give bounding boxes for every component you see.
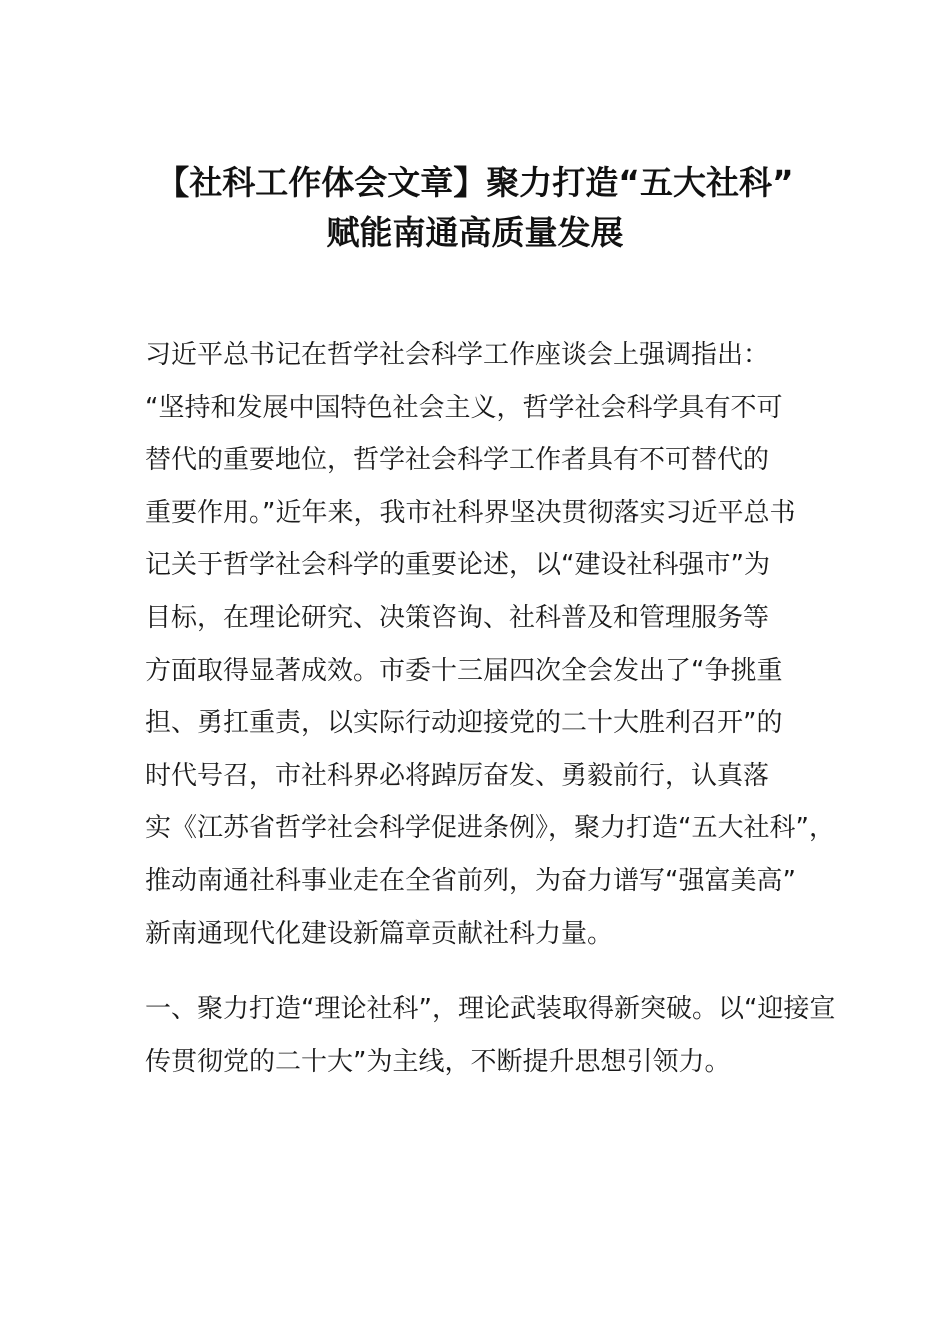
paragraph-line: 担、勇扛重责，以实际行动迎接党的二十大胜利召开”的: [145, 708, 783, 739]
paragraph-line: 重要作用。”近年来，我市社科界坚决贯彻落实习近平总书: [145, 497, 796, 528]
paragraph-line: 替代的重要地位，哲学社会科学工作者具有不可替代的: [145, 445, 770, 476]
paragraph-line: 方面取得显著成效。市委十三届四次全会发出了“争挑重: [145, 655, 783, 686]
section-one-paragraph: [145, 983, 845, 1088]
paragraph-line: 推动南通社科事业走在全省前列，为奋力谱写“强富美高”: [145, 865, 796, 896]
intro-paragraph: [145, 329, 845, 960]
paragraph-line: “坚持和发展中国特色社会主义，哲学社会科学具有不可: [145, 392, 783, 423]
paragraph-line: 一、聚力打造“理论社科”，理论武装取得新突破。以“迎接宣: [145, 994, 836, 1024]
document-title: [100, 158, 850, 258]
paragraph-line: 记关于哲学社会科学的重要论述，以“建设社科强市”为: [145, 550, 770, 581]
paragraph-line: 习近平总书记在哲学社会科学工作座谈会上强调指出：: [145, 340, 770, 370]
paragraph-line: 实《江苏省哲学社会科学促进条例》，聚力打造“五大社科”，: [145, 813, 835, 844]
paragraph-line: 传贯彻党的二十大”为主线，不断提升思想引领力。: [145, 1046, 731, 1077]
paragraph-line: 新南通现代化建设新篇章贡献社科力量。: [145, 918, 614, 949]
title-line: 赋能南通高质量发展: [326, 213, 624, 252]
title-line: 【社科工作体会文章】聚力打造“五大社科”: [156, 163, 794, 202]
paragraph-line: 时代号召，市社科界必将踔厉奋发、勇毅前行，认真落: [145, 760, 770, 791]
paragraph-line: 目标，在理论研究、决策咨询、社科普及和管理服务等: [145, 602, 770, 633]
